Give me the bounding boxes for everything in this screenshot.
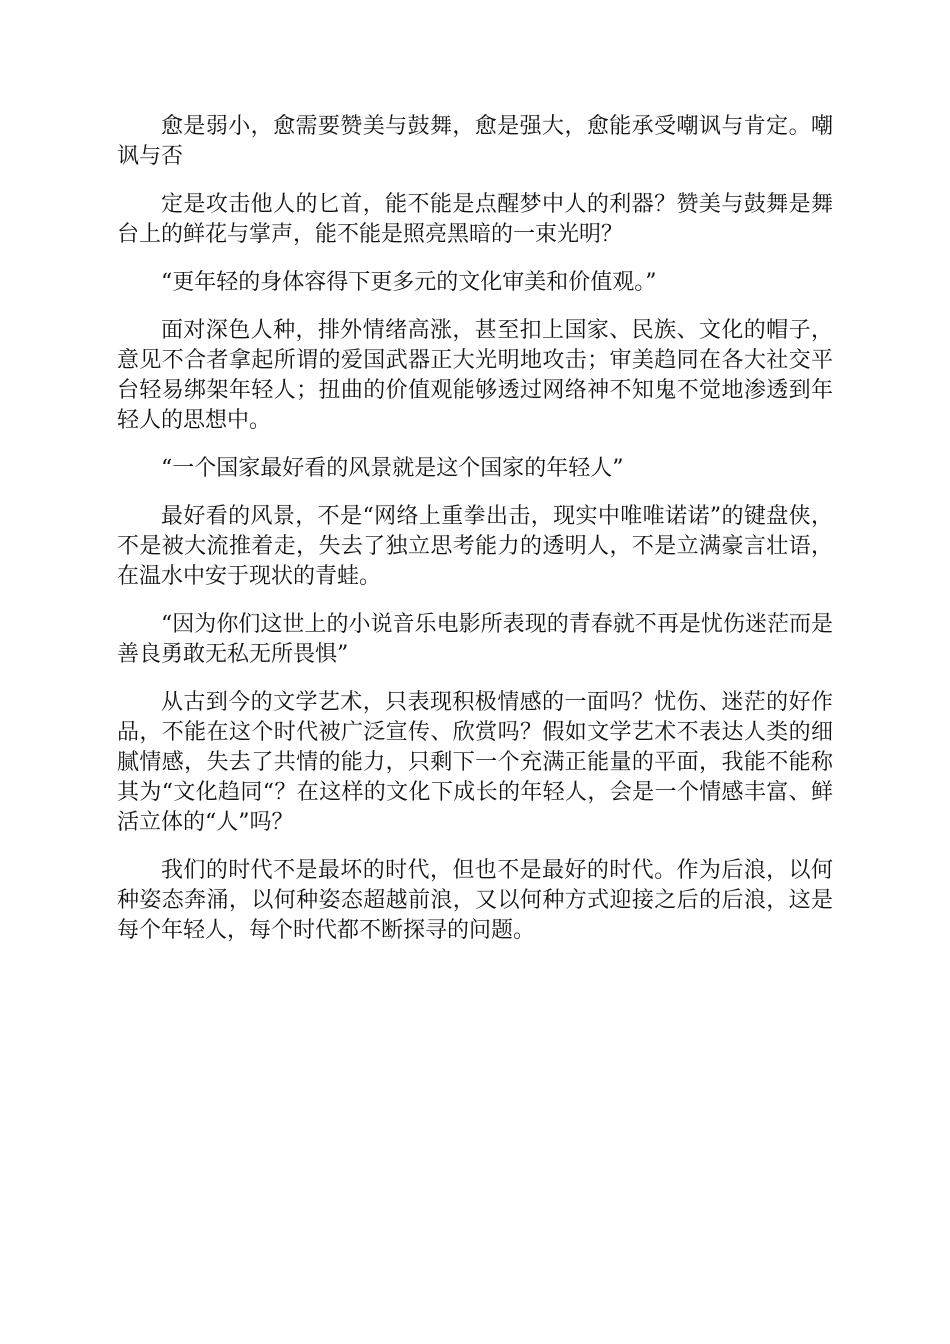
paragraph-3-quote: “更年轻的身体容得下更多元的文化审美和价值观。”	[161, 270, 657, 295]
paragraph-8: 从古到今的文学艺术，只表现积极情感的一面吗？忧伤、迷茫的好作品，不能在这个时代被广泛宣传、欣赏吗？假如文学艺术不表达人类的细腻情感，失去了共情的能力，只剩下一个充满正能量的平面，我能不能称其为“文化趋同“？在这样的文化下成长的年轻人，会是一个情感丰富、鲜活立体的“人”吗？	[117, 690, 833, 835]
paragraph-2: 定是攻击他人的匕首，能不能是点醒梦中人的利器？赞美与鼓舞是舞台上的鲜花与掌声，能不能是照亮黑暗的一束光明？	[117, 192, 833, 247]
paragraph-1: 愈是弱小，愈需要赞美与鼓舞，愈是强大，愈能承受嘲讽与肯定。嘲讽与否	[117, 114, 833, 169]
document-body	[117, 112, 833, 964]
paragraph-5-quote: “一个国家最好看的风景就是这个国家的年轻人”	[161, 456, 624, 481]
paragraph-9: 我们的时代不是最坏的时代，但也不是最好的时代。作为后浪，以何种姿态奔涌，以何种姿态超越前浪，又以何种方式迎接之后的后浪，这是每个年轻人，每个时代都不断探寻的问题。	[117, 858, 833, 943]
paragraph-4: 面对深色人种，排外情绪高涨，甚至扣上国家、民族、文化的帽子，意见不合者拿起所谓的爱国武器正大光明地攻击；审美趋同在各大社交平台轻易绑架年轻人；扭曲的价值观能够透过网络神不知鬼不觉地渗透到年轻人的思想中。	[117, 318, 833, 433]
paragraph-7-quote: “因为你们这世上的小说音乐电影所表现的青春就不再是忧伤迷茫而是善良勇敢无私无所畏惧”	[117, 612, 833, 667]
paragraph-6: 最好看的风景，不是“网络上重拳出击，现实中唯唯诺诺”的键盘侠，不是被大流推着走，失去了独立思考能力的透明人，不是立满豪言壮语，在温水中安于现状的青蛙。	[117, 504, 833, 589]
